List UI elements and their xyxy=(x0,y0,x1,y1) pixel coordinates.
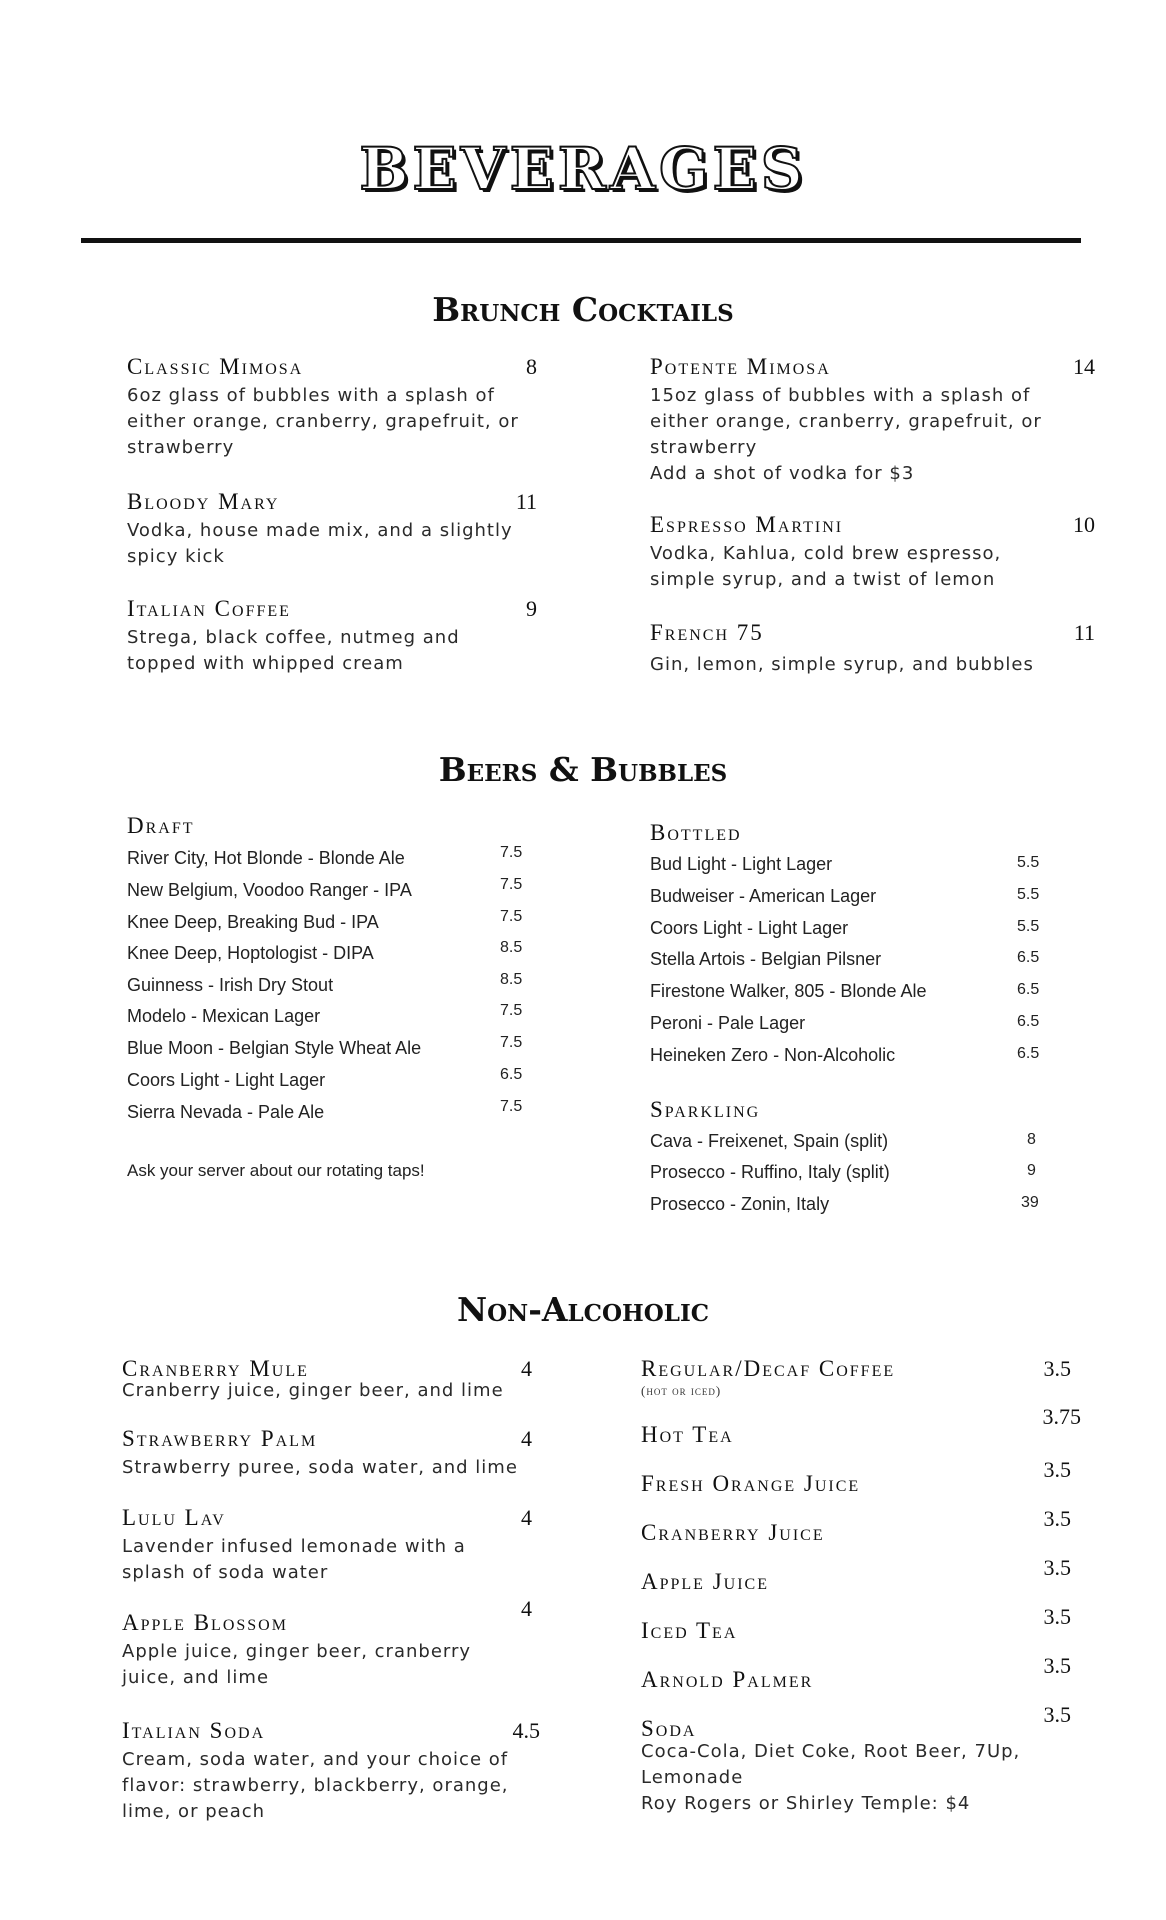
beer-price: 8.5 xyxy=(500,939,523,956)
item-description: Vodka, Kahlua, cold brew espresso, simple syrup, and a twist of lemon xyxy=(650,543,1002,590)
beer-name: Cava - Freixenet, Spain (split) xyxy=(650,1131,889,1151)
subheading-bottled: Bottled xyxy=(650,820,742,845)
item-description: 6oz glass of bubbles with a splash of either orange, cranberry, grapefruit, or strawberry xyxy=(127,385,519,458)
item-price: 9 xyxy=(526,596,537,621)
section-title-brunch-cocktails: Brunch Cocktails xyxy=(432,290,734,329)
item-name: Cranberry Mule xyxy=(122,1356,309,1381)
item-description: Gin, lemon, simple syrup, and bubbles xyxy=(650,654,1034,675)
item-name: Strawberry Palm xyxy=(122,1426,318,1451)
item-name: Apple Juice xyxy=(641,1569,769,1594)
beer-name: Prosecco - Zonin, Italy xyxy=(650,1194,830,1214)
item-description: Apple juice, ginger beer, cranberry juice, and lime xyxy=(122,1641,472,1688)
item-price: 3.5 xyxy=(1043,1457,1071,1482)
list-item xyxy=(650,1045,1050,1075)
list-item xyxy=(650,1162,1050,1192)
list-item xyxy=(650,918,1050,948)
list-item xyxy=(127,1002,527,1036)
section-title-non-alcoholic: Non-Alcoholic xyxy=(456,1290,710,1329)
item-price: 11 xyxy=(515,489,537,514)
beer-price: 9 xyxy=(1027,1162,1036,1179)
beer-price: 39 xyxy=(1021,1194,1039,1211)
beer-price: 6.5 xyxy=(1017,1045,1040,1062)
item-price: 3.5 xyxy=(1043,1506,1071,1531)
item-name: Iced Tea xyxy=(641,1618,738,1643)
beer-price: 5.5 xyxy=(1017,854,1040,871)
beer-name: Coors Light - Light Lager xyxy=(650,918,849,938)
item-price: 3.5 xyxy=(1043,1356,1071,1381)
subheading-draft: Draft xyxy=(127,813,195,838)
beer-name: Prosecco - Ruffino, Italy (split) xyxy=(650,1162,890,1182)
beer-price: 6.5 xyxy=(1017,1013,1040,1030)
beer-price: 7.5 xyxy=(500,1034,523,1051)
item-name: Apple Blossom xyxy=(122,1610,288,1635)
beer-name: Knee Deep, Breaking Bud - IPA xyxy=(127,912,379,932)
item-name: Hot Tea xyxy=(641,1422,734,1447)
list-item xyxy=(650,981,1050,1011)
beer-price: 7.5 xyxy=(500,1002,523,1019)
item-price: 14 xyxy=(1073,354,1095,379)
beer-name: Modelo - Mexican Lager xyxy=(127,1006,321,1026)
beer-price: 6.5 xyxy=(1017,949,1040,966)
item-name: Regular/Decaf Coffee xyxy=(641,1356,896,1381)
title-divider xyxy=(81,238,1081,243)
subheading-sparkling: Sparkling xyxy=(650,1097,761,1122)
list-item xyxy=(650,854,1050,884)
item-name: Espresso Martini xyxy=(650,512,844,537)
item-name: Fresh Orange Juice xyxy=(641,1471,861,1496)
item-price: 4 xyxy=(521,1426,532,1451)
beer-price: 8.5 xyxy=(500,971,523,988)
beer-name: Heineken Zero - Non-Alcoholic xyxy=(650,1045,896,1065)
list-item xyxy=(127,939,527,973)
beer-price: 7.5 xyxy=(500,844,523,861)
list-item xyxy=(127,1034,527,1068)
item-name: Cranberry Juice xyxy=(641,1520,825,1545)
item-description: Cream, soda water, and your choice of flavor: strawberry, blackberry, orange, lime, or peach xyxy=(122,1749,509,1822)
item-name: Arnold Palmer xyxy=(641,1667,814,1692)
beer-name: Bud Light - Light Lager xyxy=(650,854,833,874)
item-name: Potente Mimosa xyxy=(650,354,831,379)
list-item xyxy=(650,949,1050,979)
list-item xyxy=(127,876,527,910)
beer-price: 6.5 xyxy=(1017,981,1040,998)
list-item xyxy=(127,908,527,942)
beer-name: Guinness - Irish Dry Stout xyxy=(127,975,334,995)
beer-price: 7.5 xyxy=(500,908,523,925)
list-item xyxy=(650,1013,1050,1043)
list-item xyxy=(127,1098,527,1132)
item-description: Lavender infused lemonade with a splash of soda water xyxy=(122,1536,466,1583)
beer-price: 6.5 xyxy=(500,1066,523,1083)
item-price: 3.5 xyxy=(1043,1604,1071,1629)
item-name: Lulu Lav xyxy=(122,1505,226,1530)
item-name: Soda xyxy=(641,1716,697,1741)
beer-price: 5.5 xyxy=(1017,918,1040,935)
item-price: 3.5 xyxy=(1043,1653,1071,1678)
beer-price: 7.5 xyxy=(500,876,523,893)
page-title: BEVERAGES xyxy=(359,135,807,203)
item-price: 11 xyxy=(1073,620,1095,645)
section-title-beers-bubbles: Beers & Bubbles xyxy=(438,750,728,789)
beer-price: 8 xyxy=(1027,1131,1036,1148)
item-price: 4 xyxy=(521,1505,532,1530)
item-price: 3.5 xyxy=(1043,1555,1071,1580)
beer-price: 7.5 xyxy=(500,1098,523,1115)
list-item xyxy=(650,886,1050,916)
beer-name: Knee Deep, Hoptologist - DIPA xyxy=(127,943,374,963)
beer-name: Firestone Walker, 805 - Blonde Ale xyxy=(650,981,927,1001)
item-name: Classic Mimosa xyxy=(127,354,304,379)
beer-name: New Belgium, Voodoo Ranger - IPA xyxy=(127,880,412,900)
beer-price: 5.5 xyxy=(1017,886,1040,903)
item-price: 4 xyxy=(521,1356,532,1381)
item-name: Bloody Mary xyxy=(127,489,280,514)
item-price: 4 xyxy=(521,1596,532,1621)
item-note: (hot or iced) xyxy=(641,1383,722,1398)
item-description: Strawberry puree, soda water, and lime xyxy=(122,1457,518,1478)
beer-name: Sierra Nevada - Pale Ale xyxy=(127,1102,325,1122)
list-item xyxy=(127,971,527,1005)
item-price: 10 xyxy=(1073,512,1095,537)
item-name: French 75 xyxy=(650,620,764,645)
item-description: Coca-Cola, Diet Coke, Root Beer, 7Up, Lemonade Roy Rogers or Shirley Temple: $4 xyxy=(641,1741,1021,1814)
item-price: 3.5 xyxy=(1043,1702,1071,1727)
item-price: 4.5 xyxy=(512,1718,540,1743)
beer-name: Peroni - Pale Lager xyxy=(650,1013,806,1033)
item-price: 3.75 xyxy=(1042,1404,1081,1429)
beer-name: Coors Light - Light Lager xyxy=(127,1070,326,1090)
beer-name: Budweiser - American Lager xyxy=(650,886,877,906)
item-description: 15oz glass of bubbles with a splash of either orange, cranberry, grapefruit, or strawberry Add a shot of vodka for $3 xyxy=(650,385,1042,484)
item-name: Italian Soda xyxy=(122,1718,266,1743)
item-price: 8 xyxy=(526,354,537,379)
item-description: Cranberry juice, ginger beer, and lime xyxy=(122,1380,504,1401)
list-item xyxy=(650,1131,1050,1161)
list-item xyxy=(650,1194,1050,1224)
beer-name: Blue Moon - Belgian Style Wheat Ale xyxy=(127,1038,422,1058)
list-item xyxy=(127,1066,527,1100)
rotating-taps-note: Ask your server about our rotating taps! xyxy=(127,1161,425,1180)
item-name: Italian Coffee xyxy=(127,596,291,621)
beer-name: Stella Artois - Belgian Pilsner xyxy=(650,949,882,969)
beer-name: River City, Hot Blonde - Blonde Ale xyxy=(127,848,405,868)
item-description: Strega, black coffee, nutmeg and topped with whipped cream xyxy=(127,627,460,674)
item-description: Vodka, house made mix, and a slightly spicy kick xyxy=(127,520,513,567)
list-item xyxy=(127,844,527,878)
